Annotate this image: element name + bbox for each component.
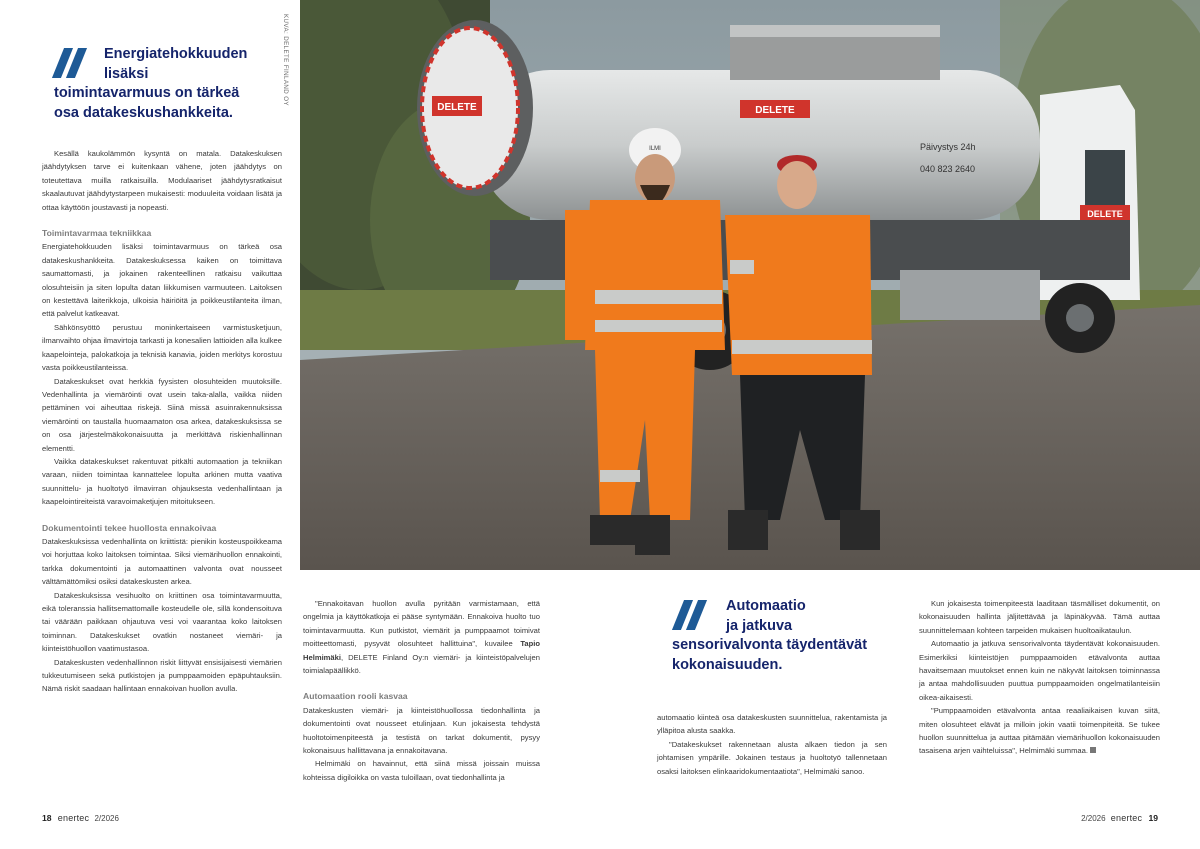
- paragraph: Datakeskuksissa vedenhallinta on kriittistä: pienikin kosteuspoikkeama voi horjuttaa koko laitoksen toimintaa. Siksi viemärihuollon ennakointi, tarkka dokumentointi ja automaattinen valvonta ovat nousseet välttämättömiksi osiksi datakeskusten arkea.: [42, 536, 282, 587]
- subheading-automaation: Automaation rooli kasvaa: [303, 691, 408, 702]
- photo-illustration: [300, 0, 1200, 570]
- pullquote-line: toimintavarmuus on tärkeä: [54, 85, 240, 101]
- pullquote-line: osa datakeskushankkeita.: [54, 104, 233, 121]
- footer-right: [1081, 813, 1158, 823]
- paragraph: Helmimäki on havainnut, että siinä missä joissain muissa kohteissa digiloikka on vasta tuloillaan, ovat tiedonhallinta ja: [303, 759, 540, 782]
- issue-right: 2/2026: [1081, 814, 1106, 823]
- pullquote-line: kokonaisuuden.: [672, 656, 783, 673]
- column-4: [919, 597, 1160, 758]
- pullquote-line: Energiatehokkuuden: [104, 46, 248, 62]
- paragraph: automaatio kiinteä osa datakeskusten suunnittelua, rakentamista ja ylläpitoa alusta saakka.: [657, 713, 887, 736]
- tank-logo-text-2: DELETE: [755, 105, 795, 116]
- column-2: [303, 597, 540, 784]
- subheading-toimintavarmaa: Toimintavarmaa tekniikkaa: [42, 228, 152, 239]
- truck-text-1: Päivystys 24h: [920, 142, 976, 152]
- left-pullquote: [54, 45, 274, 123]
- paragraph: Datakeskuksissa vesihuolto on kriittinen osa toimintavarmuutta, eikä toleranssia hallitsemattomalle kosteudelle ole, sillä kondensoituva tai väärään paikkaan ohjautuva vesi voi vaarantaa koko laitoksen toiminnan. Datakeskukset ovatkin nostaneet viemäri- ja kiinteistöhuollon vaatimustasoa.: [42, 590, 282, 654]
- quote-text-end: , DELETE Finland Oy:n viemäri- ja kiinteistöpalvelujen toimialapäällikkö.: [303, 652, 540, 676]
- intro-paragraph: Kesällä kaukolämmön kysyntä on matala. Datakeskuksen jäähdytyksen tarve ei kuitenkaan vähene, joten jäähdytys on toteutettava muilla ratkaisuilla. Modulaariset jäähdytysratkaisut skaalautuvat jäähdytystarpeen mukaisesti: moduuleita voidaan lisätä ja ottaa käyttöön joustavasti ja nopeasti.: [42, 149, 282, 212]
- paragraph: Automaatio ja jatkuva sensorivalvonta täydentävät kokonaisuuden. Esimerkiksi kiinteistöjen pumppaamoiden etävalvonta auttaa havaitsemaan muutokset ennen kuin ne näkyvät laitoksen toiminnassa ja antaa mahdollisuuden puuttua pumppaamoiden ongelmatilanteisiin oikea-aikaisesti.: [919, 639, 1160, 702]
- magazine-brand-right: enertec: [1110, 813, 1143, 823]
- tank-logo-text: DELETE: [437, 102, 477, 113]
- paragraph: Vaikka datakeskukset rakentuvat pitkälti automaation ja tekniikan varaan, niiden toimintaa kannattelee lopulta arkinen mutta vaativa suunnittelu- ja huoltotyö ilmavirran ohjauksesta vedenhallintaan ja kaapelointireiteistä varavoimaketjujen mitoitukseen.: [42, 456, 282, 507]
- pullquote-line: lisäksi: [104, 65, 149, 82]
- page-number-right: 19: [1148, 813, 1158, 823]
- helmet-text: ILMI: [649, 146, 661, 152]
- pullquote-line: ja jatkuva: [726, 617, 793, 634]
- truck-text-2: 040 823 2640: [920, 164, 976, 174]
- pullquote-line: Automaatio: [726, 598, 806, 614]
- right-pullquote: [672, 597, 902, 675]
- pullquote-line: sensorivalvonta täydentävät: [672, 637, 868, 653]
- footer-left: [42, 813, 119, 823]
- paragraph: Datakeskusten viemäri- ja kiinteistöhuollossa tiedonhallinta ja dokumentointi ovat nousseet etulinjaan. Kun jokaisesta tehdystä huoltotoimenpiteestä ja testistä on tarkat dokumentit, pysyy kokonaisuus hallittavana ja ennakoitavana.: [303, 705, 540, 756]
- page-number-left: 18: [42, 813, 52, 823]
- quote-person-name: Tapio Helmimäki: [303, 639, 540, 662]
- paragraph: Energiatehokkuuden lisäksi toimintavarmuus on tärkeä osa datakeskushankkeita. Datakeskuksessa kaiken on toimittava saumattomasti, ja jokainen rakenteellinen ratkaisu vaikuttaa olosuhteisiin ja siten lopulta datan liikkumisen varmuuteen. Laitoksen on kestettävä laiterikkoja, ulkoisia häiriöitä ja poikkeustilanteita ilman, että palvelut katkeavat.: [42, 242, 282, 319]
- column-1: [42, 147, 282, 696]
- paragraph: Datakeskukset ovat herkkiä fyysisten olosuhteiden muutoksille. Vedenhallinta ja viemäröinti ovat usein taka-alalla, vaikka niiden pettäminen voi aiheuttaa riskejä. Siinä missä asuinrakennuksissa viemäröinti on taustalla huomaamaton osa arkea, datakeskuksissa se on osa järjestelmäkokonaisuutta ja merkittävä riskienhallinnan elementti.: [42, 376, 282, 453]
- cab-logo-text: DELETE: [1087, 209, 1123, 219]
- article-photo: [300, 0, 1200, 570]
- paragraph: Datakeskusten vedenhallinnon riskit liittyvät ensisijaisesti viemärien tukkeutumiseen sekä putkistojen ja pumppaamoiden epäpuhtauksiin. Nämä riskit saadaan hallintaan ennakoivan huollon avulla.: [42, 657, 282, 694]
- paragraph: "Datakeskukset rakennetaan alusta alkaen tiedon ja sen johtamisen ympärille. Jokainen testaus ja huoltotyö tallennetaan osaksi laitoksen elinkaaridokumentaatiota", Helmimäki sanoo.: [657, 739, 887, 776]
- photo-credit: KUVA: DELETE FINLAND OY: [282, 14, 289, 106]
- paragraph: [919, 704, 1160, 758]
- quote-paragraph: [303, 597, 540, 677]
- closing-quote: "Pumppaamoiden etävalvonta antaa reaaliaikaisen kuvan siitä, miten olosuhteet elävät ja milloin jokin vaatii toimenpiteitä. Se tukee huollon suunnittelua ja auttaa pitämään viemärihuollon kokonaisuuden tasaisena arjen vaihteluissa", Helmimäki summaa.: [919, 706, 1160, 756]
- end-mark-icon: [1090, 747, 1096, 753]
- column-3: [657, 711, 887, 778]
- subheading-dokumentointi: Dokumentointi tekee huollosta ennakoivaa: [42, 522, 217, 533]
- magazine-brand-left: enertec: [57, 813, 90, 823]
- paragraph: Sähkönsyöttö perustuu moninkertaiseen varmistusketjuun, ilmanvaihto ohjaa ilmavirtoja tarkasti ja konesalien lattioiden alla kulkee kaapelointeja, palokatkoja ja teknisiä kanavia, joiden merkitys korostuu vasta poikkeustilanteissa.: [42, 322, 282, 373]
- issue-left: 2/2026: [94, 814, 119, 823]
- quote-text: "Ennakoitavan huollon avulla pyritään varmistamaan, että ongelmia ja käyttökatkoja ei pääse syntymään. Ennakoiva huolto tuo toimintavarmuutta. Kun putkistot, viemärit ja pumppaamot toimivat moitteettomasti, pysyvät olosuhteet hallittuina", kuvailee: [303, 599, 540, 649]
- paragraph: Kun jokaisesta toimenpiteestä laaditaan täsmälliset dokumentit, on kokonaisuuden hallinta jäljitettävää ja läpinäkyvää. Tämä auttaa suunnittelemaan kohteen tarpeiden mukaisen huoltoaikataulun.: [919, 599, 1160, 635]
